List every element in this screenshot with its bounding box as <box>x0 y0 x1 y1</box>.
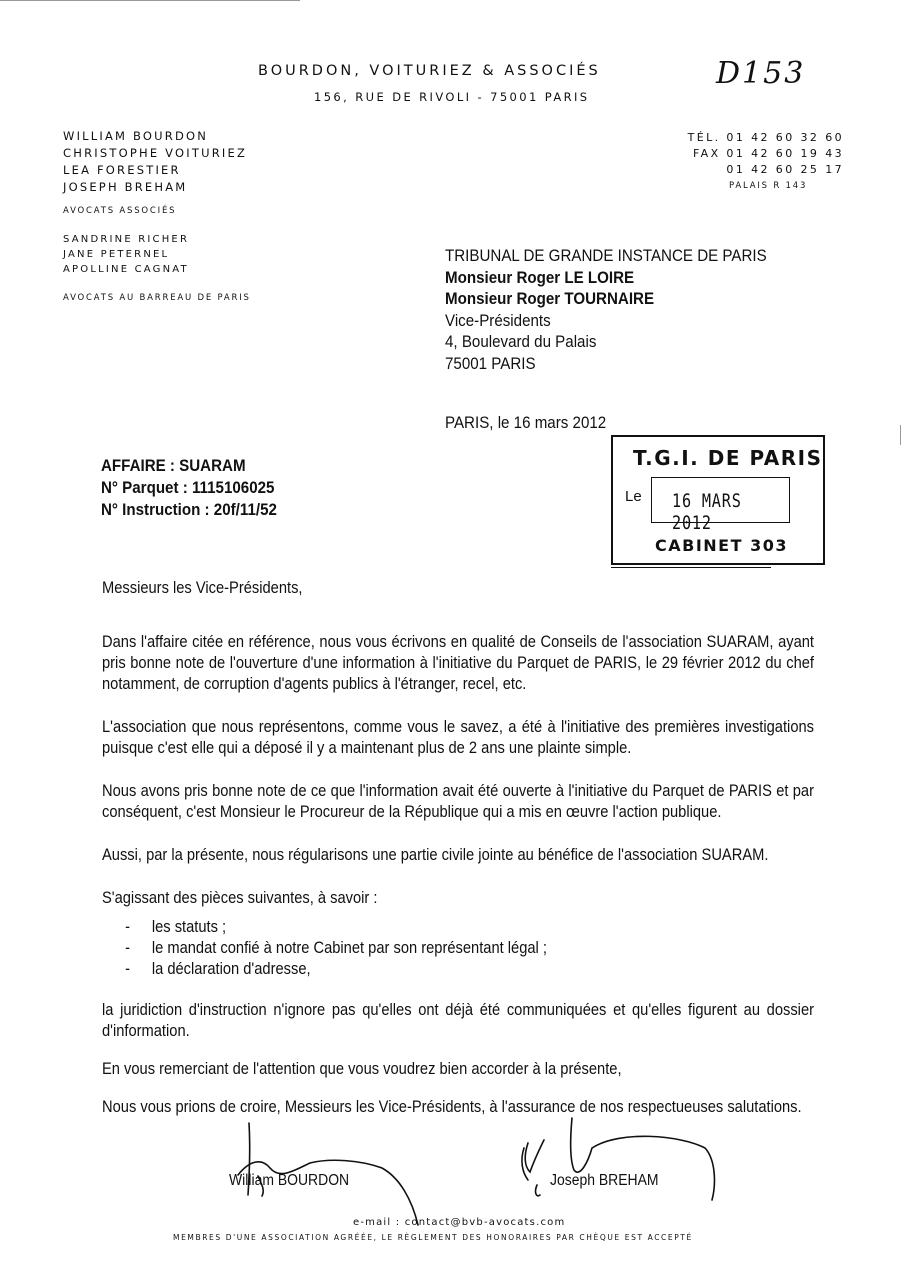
paragraph-4: Aussi, par la présente, nous régularisons une partie civile jointe au bénéfice de l'association SUARAM. <box>102 846 769 864</box>
stamp-title: T.G.I. DE PARIS <box>633 446 823 470</box>
parquet-number: N° Parquet : 1115106025 <box>101 478 275 497</box>
footer-note: MEMBRES D'UNE ASSOCIATION AGRÉÉE, LE RÈGLEMENT DES HONORAIRES PAR CHÈQUE EST ACCEPTÉ <box>173 1233 693 1242</box>
recipient-name-2: Monsieur Roger TOURNAIRE <box>445 289 655 308</box>
associate-name: SANDRINE RICHER <box>63 234 190 245</box>
recipient-court: TRIBUNAL DE GRANDE INSTANCE DE PARIS <box>445 246 767 265</box>
paragraph-5: S'agissant des pièces suivantes, à savoir : <box>102 889 378 907</box>
fax-number-2: 01 42 60 25 17 <box>726 163 844 176</box>
associate-name: JANE PETERNEL <box>63 249 170 260</box>
recipient-name-1: Monsieur Roger LE LOIRE <box>445 267 635 287</box>
recipient-street: 4, Boulevard du Palais <box>445 332 597 351</box>
affaire-line: AFFAIRE : SUARAM <box>101 456 246 475</box>
list-item: - le mandat confié à notre Cabinet par son représentant légal ; <box>102 938 814 959</box>
list-item: - la déclaration d'adresse, <box>102 959 814 980</box>
associates-title: AVOCATS AU BARREAU DE PARIS <box>63 293 251 303</box>
stamp-cabinet: CABINET 303 <box>655 536 788 555</box>
date-line: PARIS, le 16 mars 2012 <box>445 413 607 432</box>
document-number: D153 <box>716 56 806 91</box>
signature-bourdon <box>238 1123 418 1225</box>
recipient-city: 75001 PARIS <box>445 353 536 373</box>
stamp-le-label: Le <box>625 488 642 505</box>
partner-name: WILLIAM BOURDON <box>63 129 209 143</box>
list-item: - les statuts ; <box>102 917 814 938</box>
partner-name: JOSEPH BREHAM <box>63 180 188 194</box>
partner-name: CHRISTOPHE VOITURIEZ <box>63 146 248 160</box>
paragraph-2: L'association que nous représentons, comme vous le savez, a été à l'initiative des premières investigations puisque c'est elle qui a déposé il y a maintenant plus de 2 ans une plainte simple. <box>102 718 814 757</box>
paragraph-3: Nous avons pris bonne note de ce que l'information avait été ouverte à l'initiative du Parquet de PARIS et par conséquent, c'est Monsieur le Procureur de la République qui a mis en œuvre l'action publique. <box>102 782 814 821</box>
stamp-date: 16 MARS 2012 <box>672 490 742 534</box>
fax-number-1: 01 42 60 19 43 <box>726 147 844 160</box>
footer-email: e-mail : contact@bvb-avocats.com <box>353 1217 566 1228</box>
signatory-left: William BOURDON <box>229 1172 350 1189</box>
paragraph-1: Dans l'affaire citée en référence, nous vous écrivons en qualité de Conseils de l'association SUARAM, ayant pris bonne note de l'ouverture d'une information à l'initiative du Parquet de PARIS, le 29 février 2012 du chef notamment, de corruption d'agents publics à l'étranger, recel, etc. <box>102 633 814 693</box>
signature-breham <box>522 1118 715 1200</box>
recipient-title: Vice-Présidents <box>445 310 551 330</box>
associate-name: APOLLINE CAGNAT <box>63 264 189 275</box>
tel-label: TÉL. <box>687 131 721 144</box>
tel-number: 01 42 60 32 60 <box>726 131 844 144</box>
fax-label: FAX <box>692 147 721 160</box>
paragraph-7: En vous remerciant de l'attention que vous voudrez bien accorder à la présente, <box>102 1060 622 1078</box>
paragraph-6: la juridiction d'instruction n'ignore pas qu'elles ont déjà été communiquées et qu'elles figurent au dossier d'information. <box>102 1001 814 1040</box>
partners-title: AVOCATS ASSOCIÉS <box>63 206 177 216</box>
signatory-right: Joseph BREHAM <box>550 1172 659 1189</box>
firm-address: 156, RUE DE RIVOLI - 75001 PARIS <box>314 90 590 104</box>
partner-name: LEA FORESTIER <box>63 163 181 177</box>
paragraph-8: Nous vous prions de croire, Messieurs les Vice-Présidents, à l'assurance de nos respectueuses salutations. <box>102 1098 802 1116</box>
salutation: Messieurs les Vice-Présidents, <box>102 579 303 597</box>
instruction-number: N° Instruction : 20f/11/52 <box>101 500 277 519</box>
palais-code: PALAIS R 143 <box>729 181 808 191</box>
firm-name: BOURDON, VOITURIEZ & ASSOCIÉS <box>258 63 601 79</box>
